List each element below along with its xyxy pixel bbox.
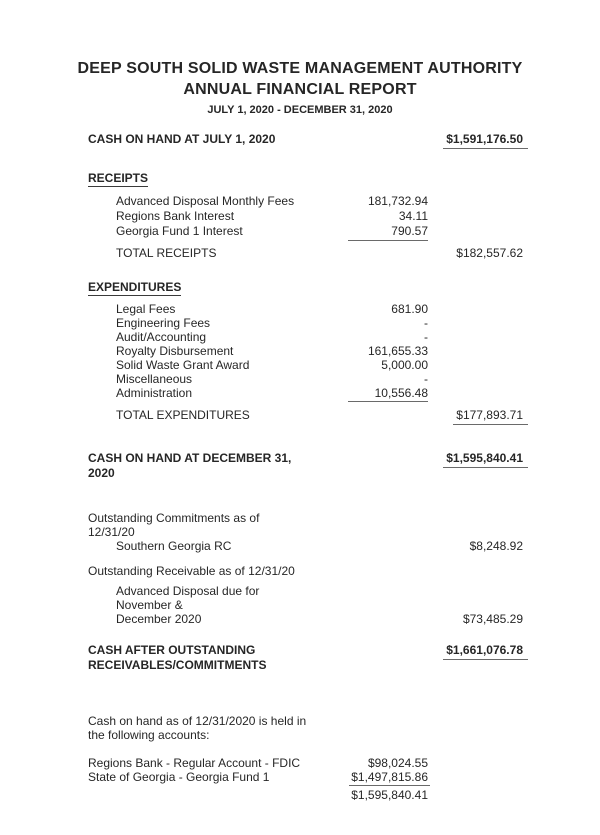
expenditure-item-row <box>88 358 523 372</box>
receipt-item-row <box>88 224 523 241</box>
outstanding-receivable-heading-row <box>88 564 523 578</box>
cash-on-hand-december-label: CASH ON HAND AT DECEMBER 31, 2020 <box>88 451 292 480</box>
report-header <box>0 58 600 118</box>
expenditure-item-row <box>88 372 523 386</box>
outstanding-receivable-item-row <box>88 584 523 626</box>
expenditure-item-label: Engineering Fees <box>116 316 211 330</box>
outstanding-commitments-item-row <box>88 539 523 553</box>
account-label: Regions Bank - Regular Account - FDIC <box>88 756 301 770</box>
receipt-item-label: Regions Bank Interest <box>116 209 235 223</box>
outstanding-receivable-item-label-line2: December 2020 <box>116 612 202 626</box>
expenditure-item-label: Legal Fees <box>116 302 176 316</box>
cash-after-amount: $1,661,076.78 <box>443 643 528 660</box>
expenditures-heading: EXPENDITURES <box>88 280 182 294</box>
receipt-item-label: Georgia Fund 1 Interest <box>116 224 243 238</box>
outstanding-receivable-heading: Outstanding Receivable as of 12/31/20 <box>88 564 295 578</box>
financial-report-page <box>0 58 600 835</box>
cash-on-hand-december-row <box>88 451 523 481</box>
total-expenditures-amount: $177,893.71 <box>453 408 528 425</box>
account-row <box>88 756 523 770</box>
expenditure-item-label: Administration <box>116 386 193 400</box>
accounts-intro-row <box>88 714 523 742</box>
expenditure-item-label: Royalty Disbursement <box>116 344 234 358</box>
account-row <box>88 770 523 786</box>
account-amount: $1,497,815.86 <box>351 770 428 784</box>
expenditure-item-row <box>88 344 523 358</box>
expenditures-items <box>88 302 523 402</box>
report-title-line2: ANNUAL FINANCIAL REPORT <box>183 81 417 98</box>
receipt-item-amount: 181,732.94 <box>367 194 428 208</box>
total-receipts-row <box>88 246 523 261</box>
cash-after-label: CASH AFTER OUTSTANDING RECEIVABLES/COMMITMENTS <box>88 643 267 672</box>
expenditure-item-row <box>88 316 523 330</box>
receipts-heading: RECEIPTS <box>88 171 149 185</box>
account-amount: $98,024.55 <box>367 756 428 770</box>
cash-on-hand-july-row <box>88 132 523 149</box>
accounts-total-amount: $1,595,840.41 <box>351 788 428 802</box>
report-body <box>88 132 523 802</box>
expenditure-item-row <box>88 330 523 344</box>
outstanding-receivable-item-label-line1: Advanced Disposal due for November & <box>116 584 260 612</box>
outstanding-receivable-item-amount: $73,485.29 <box>462 612 523 626</box>
total-receipts-amount: $182,557.62 <box>456 246 523 260</box>
accounts-list <box>88 756 523 802</box>
expenditure-item-label: Miscellaneous <box>116 372 193 386</box>
expenditure-item-label: Audit/Accounting <box>116 330 207 344</box>
receipts-items <box>88 194 523 241</box>
expenditure-item-row <box>88 302 523 316</box>
expenditure-item-label: Solid Waste Grant Award <box>116 358 250 372</box>
receipt-item-row <box>88 209 523 224</box>
expenditure-item-amount: 10,556.48 <box>348 386 428 402</box>
outstanding-commitments-item-amount: $8,248.92 <box>469 539 523 553</box>
total-expenditures-label: TOTAL EXPENDITURES <box>116 408 250 422</box>
receipt-item-amount: 34.11 <box>398 209 428 223</box>
total-receipts-label: TOTAL RECEIPTS <box>116 246 217 260</box>
outstanding-commitments-heading: Outstanding Commitments as of 12/31/20 <box>88 511 260 539</box>
cash-on-hand-july-amount: $1,591,176.50 <box>443 132 528 149</box>
receipt-item-amount: 790.57 <box>348 224 428 241</box>
accounts-total-row <box>88 788 523 802</box>
outstanding-commitments-heading-row <box>88 511 523 539</box>
expenditure-item-amount: - <box>424 372 428 386</box>
report-title-line1: DEEP SOUTH SOLID WASTE MANAGEMENT AUTHORITY <box>77 60 523 77</box>
cash-after-row <box>88 643 523 673</box>
expenditure-item-amount: - <box>424 316 428 330</box>
outstanding-commitments-item-label: Southern Georgia RC <box>116 539 232 553</box>
report-subtitle: JULY 1, 2020 - DECEMBER 31, 2020 <box>207 104 393 116</box>
expenditure-item-amount: 681.90 <box>391 302 428 316</box>
receipt-item-label: Advanced Disposal Monthly Fees <box>116 194 295 208</box>
accounts-intro-text: Cash on hand as of 12/31/2020 is held in the following accounts: <box>88 714 307 742</box>
expenditure-item-amount: - <box>424 330 428 344</box>
expenditure-item-amount: 161,655.33 <box>367 344 428 358</box>
account-label: State of Georgia - Georgia Fund 1 <box>88 770 270 784</box>
total-expenditures-row <box>88 408 523 425</box>
cash-on-hand-july-label: CASH ON HAND AT JULY 1, 2020 <box>88 132 276 146</box>
expenditure-item-row <box>88 386 523 402</box>
expenditure-item-amount: 5,000.00 <box>381 358 428 372</box>
cash-on-hand-december-amount: $1,595,840.41 <box>443 451 528 468</box>
receipt-item-row <box>88 194 523 209</box>
